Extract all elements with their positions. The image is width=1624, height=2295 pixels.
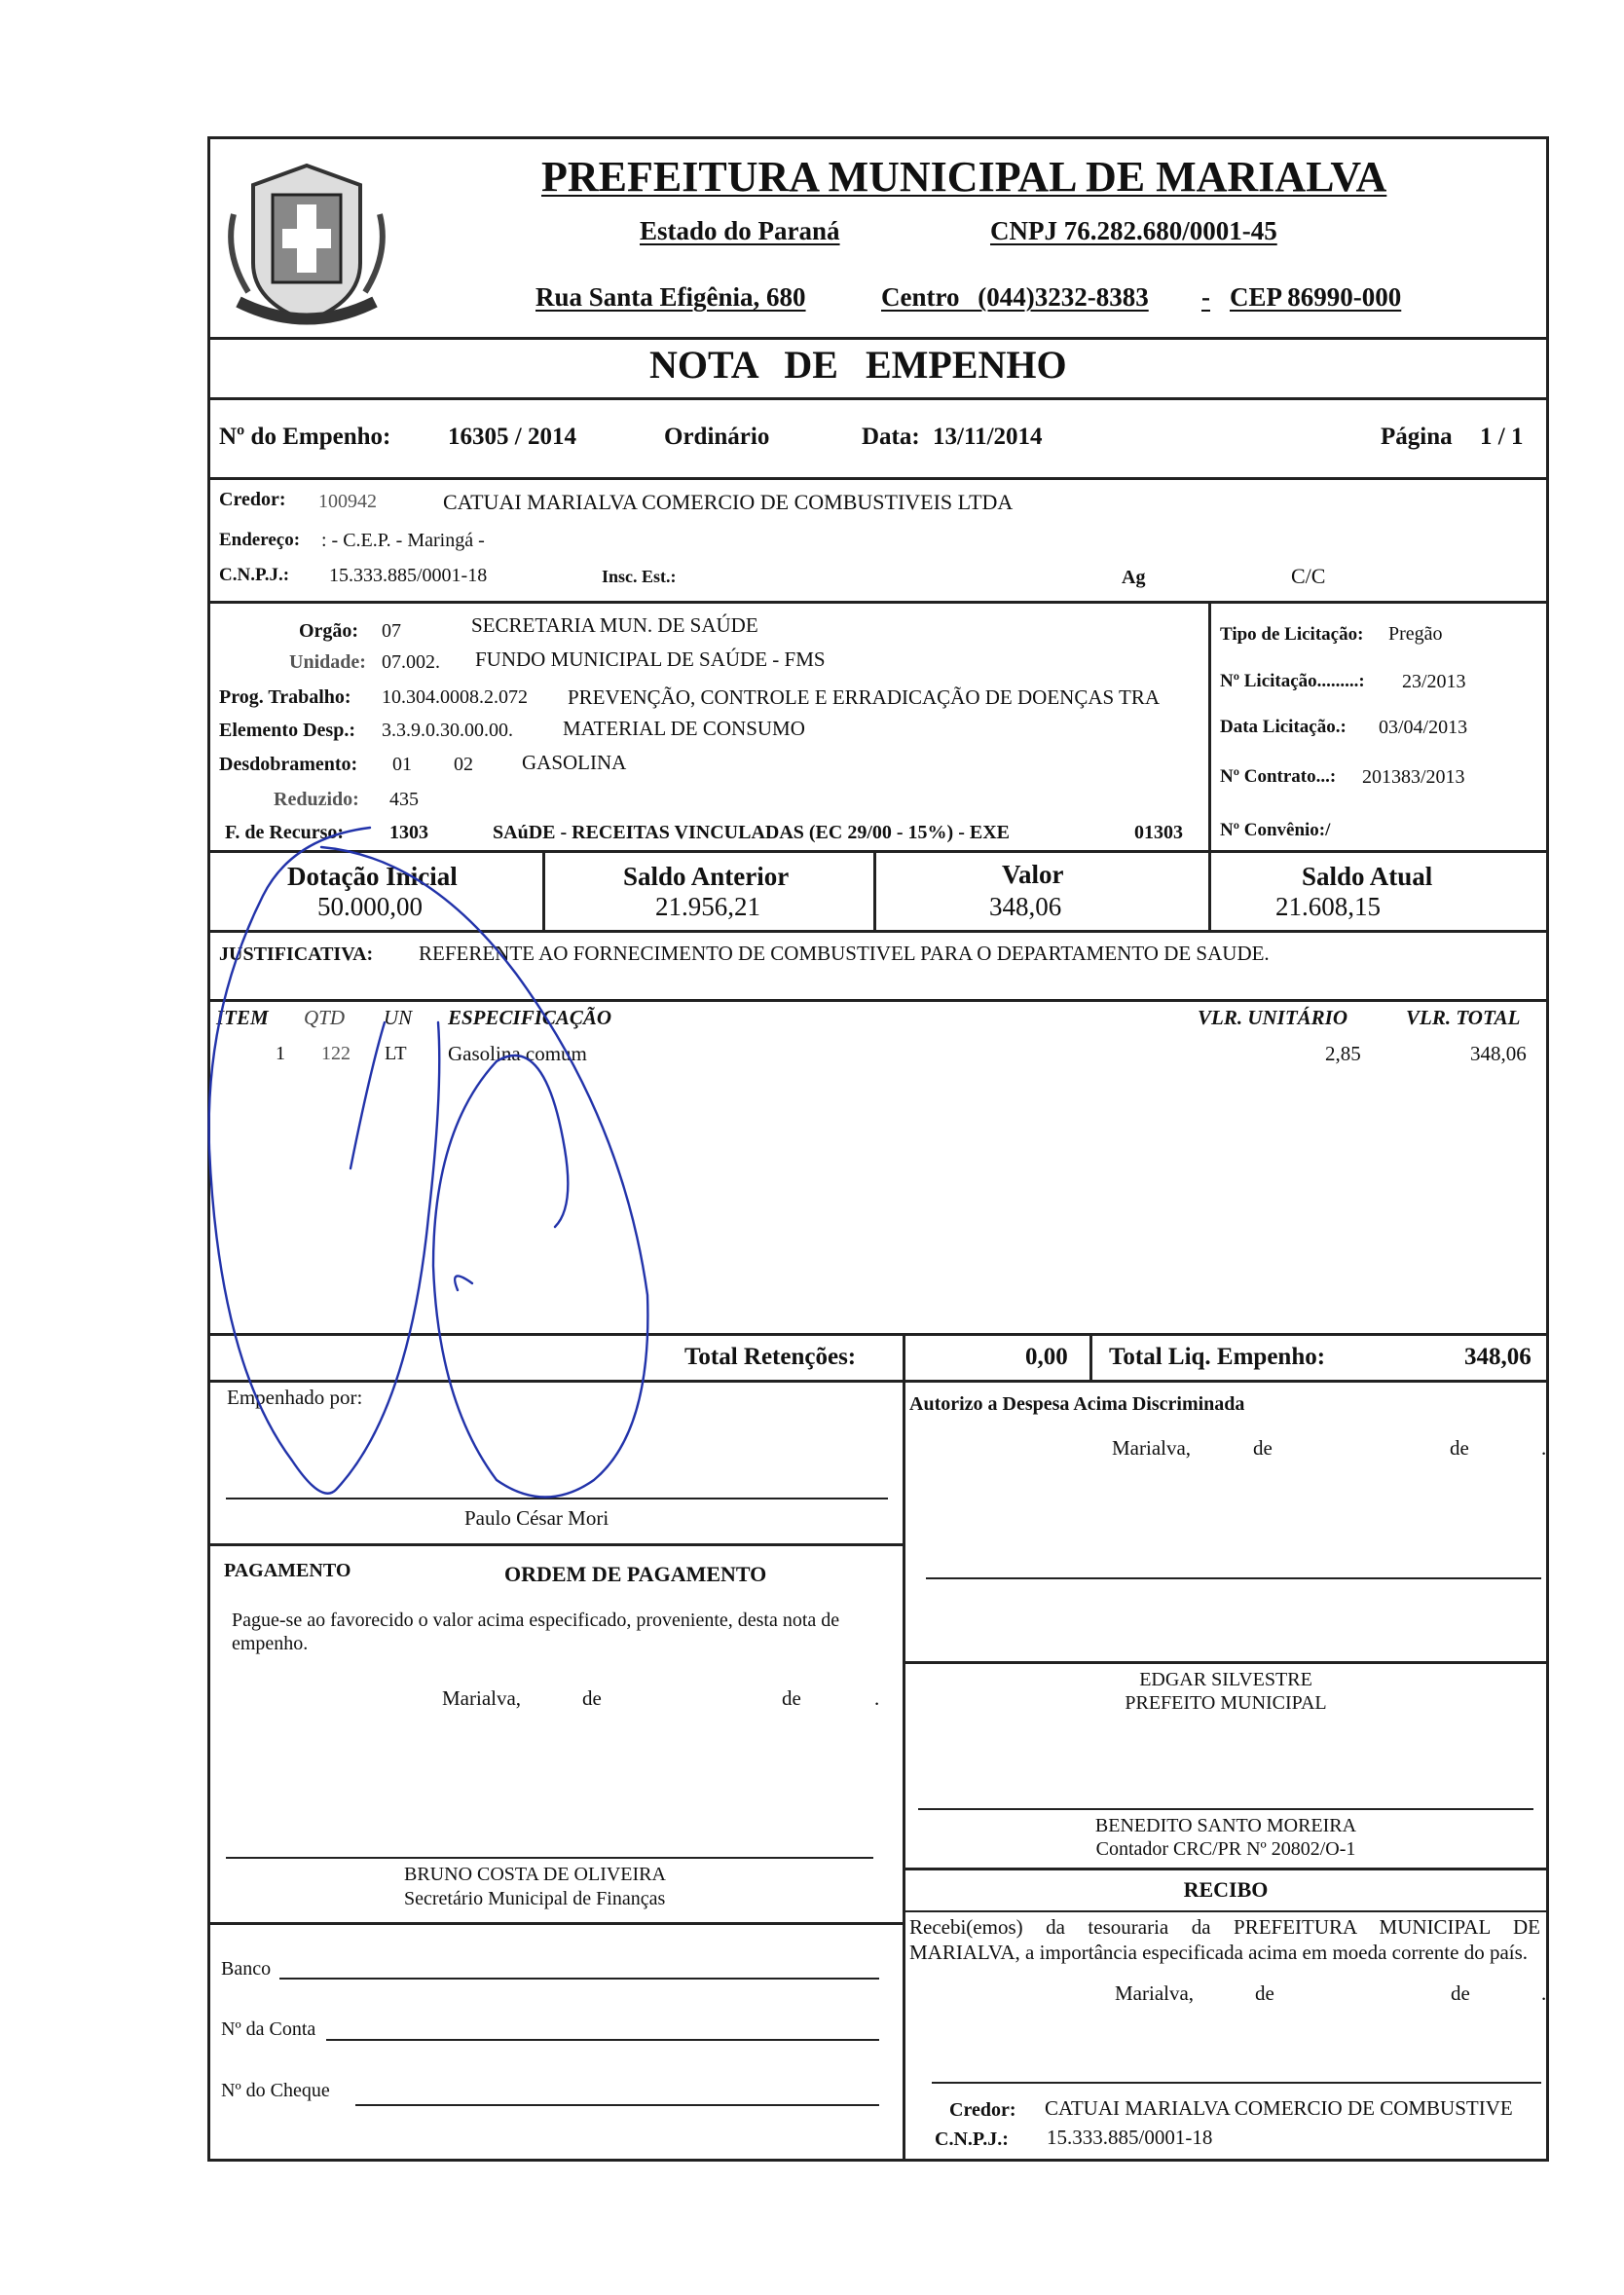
elemento-name: MATERIAL DE CONSUMO <box>563 717 805 740</box>
pagamento-de1: de <box>582 1686 602 1710</box>
pagamento-city: Marialva, <box>442 1686 522 1710</box>
prog-label: Prog. Trabalho: <box>219 686 351 708</box>
empenho-type: Ordinário <box>664 424 770 450</box>
credor-label: Credor: <box>219 489 286 510</box>
recibo-de1: de <box>1255 1981 1274 2005</box>
contador-name: BENEDITO SANTO MOREIRA <box>1094 1815 1357 1836</box>
divider <box>207 1380 1549 1383</box>
header-district-phone: Centro (044)3232-8383 <box>881 282 1149 312</box>
header-title: PREFEITURA MUNICIPAL DE MARIALVA <box>541 153 1387 201</box>
recibo-title: RECIBO <box>1183 1877 1269 1902</box>
pagamento-label: PAGAMENTO <box>224 1560 351 1581</box>
desdobramento-code: 01 <box>392 754 412 775</box>
autorizo-de2: de <box>1450 1436 1469 1460</box>
retencoes-value: 0,00 <box>1025 1344 1068 1370</box>
licitacao-data: 03/04/2013 <box>1379 717 1468 738</box>
banco-field[interactable] <box>279 1978 879 1980</box>
page-number: 1 / 1 <box>1480 424 1524 450</box>
divider <box>207 337 1549 340</box>
orgao-code: 07 <box>382 620 401 642</box>
desdobramento-name: GASOLINA <box>522 751 627 774</box>
divider <box>207 850 1549 853</box>
divider <box>903 1868 1549 1870</box>
document-title: NOTA DE EMPENHO <box>649 343 1067 387</box>
recibo-dot: . <box>1541 1981 1547 2005</box>
justificativa-label: JUSTIFICATIVA: <box>219 944 374 965</box>
saldo-atual-label: Saldo Atual <box>1302 862 1433 891</box>
conta-field[interactable] <box>326 2039 879 2041</box>
col-unit-header: VLR. UNITÁRIO <box>1198 1006 1348 1029</box>
pagamento-text: Pague-se ao favorecido o valor acima especificado, proveniente, desta nota de empenho. <box>232 1610 840 1654</box>
recurso-name: SAúDE - RECEITAS VINCULADAS (EC 29/00 - 15%) - EXE <box>493 822 1010 843</box>
empenhado-label: Empenhado por: <box>227 1386 363 1409</box>
contrato-label: Nº Contrato...: <box>1220 766 1337 787</box>
credor-name: CATUAI MARIALVA COMERCIO DE COMBUSTIVEIS LTDA <box>443 490 1014 514</box>
cnpj-label: C.N.P.J.: <box>219 565 290 585</box>
col-item-header: ITEM <box>216 1006 269 1029</box>
signature-line <box>926 1577 1541 1579</box>
autorizo-label: Autorizo a Despesa Acima Discriminada <box>909 1393 1245 1415</box>
signature-line <box>226 1857 873 1859</box>
header-address: Rua Santa Efigênia, 680 <box>535 282 806 312</box>
divider <box>903 1380 905 2162</box>
valor-label: Valor <box>1002 860 1064 889</box>
divider <box>1089 1333 1092 1382</box>
secretario-role: Secretário Municipal de Finanças <box>404 1888 666 1909</box>
recibo-text: Recebi(emos) da tesouraria da PREFEITURA MUNICIPAL DE MARIALVA, a importância especificada acima em moeda corrente do país. <box>909 1915 1540 1964</box>
divider <box>207 1922 903 1925</box>
page-label: Página <box>1381 424 1453 450</box>
empenho-number: 16305 / 2014 <box>448 424 576 450</box>
unidade-label: Unidade: <box>289 651 366 673</box>
row-unit: 2,85 <box>1325 1042 1361 1065</box>
justificativa-text: REFERENTE AO FORNECIMENTO DE COMBUSTIVEL PARA O DEPARTAMENTO DE SAUDE. <box>419 942 1270 965</box>
orgao-name: SECRETARIA MUN. DE SAÚDE <box>471 613 758 637</box>
empenho-date: 13/11/2014 <box>933 424 1043 450</box>
divider <box>207 999 1549 1002</box>
prog-name: PREVENÇÃO, CONTROLE E ERRADICAÇÃO DE DOENÇAS TRA <box>568 685 1161 709</box>
cheque-field[interactable] <box>355 2104 879 2106</box>
divider <box>903 1661 1549 1664</box>
autorizo-city: Marialva, <box>1112 1436 1192 1460</box>
recibo-cnpj: 15.333.885/0001-18 <box>1047 2126 1213 2149</box>
licitacao-data-label: Data Licitação.: <box>1220 717 1347 737</box>
divider <box>1208 850 1211 931</box>
col-total-header: VLR. TOTAL <box>1406 1006 1521 1029</box>
elemento-label: Elemento Desp.: <box>219 720 355 741</box>
col-un-header: UN <box>384 1006 413 1029</box>
header-cnpj: CNPJ 76.282.680/0001-45 <box>990 216 1277 245</box>
signature-line <box>918 1808 1533 1810</box>
liquido-label: Total Liq. Empenho: <box>1109 1344 1326 1370</box>
col-spec-header: ESPECIFICAÇÃO <box>448 1006 612 1029</box>
orgao-label: Orgão: <box>299 620 359 642</box>
divider <box>207 601 1549 604</box>
recurso-code: 1303 <box>389 822 428 843</box>
credor-code: 100942 <box>318 491 377 512</box>
convenio-label: Nº Convênio:/ <box>1220 820 1331 840</box>
row-total: 348,06 <box>1470 1042 1527 1065</box>
licitacao-tipo: Pregão <box>1388 623 1443 645</box>
ag-label: Ag <box>1122 567 1146 588</box>
signature-line <box>226 1498 888 1499</box>
divider <box>207 1543 903 1546</box>
banco-label: Banco <box>221 1958 272 1980</box>
dotacao-inicial-value: 50.000,00 <box>317 892 423 921</box>
divider <box>903 1333 905 1382</box>
recibo-credor-label: Credor: <box>949 2099 1016 2121</box>
signature-line <box>932 2082 1541 2084</box>
saldo-anterior-label: Saldo Anterior <box>623 862 790 891</box>
divider <box>542 850 545 931</box>
row-qtd: 122 <box>321 1043 351 1064</box>
liquido-value: 348,06 <box>1464 1344 1532 1370</box>
row-un: LT <box>385 1043 407 1064</box>
contrato-value: 201383/2013 <box>1362 766 1465 788</box>
divider <box>1208 601 1211 852</box>
conta-label: Nº da Conta <box>221 2018 316 2040</box>
autorizo-dot: . <box>1541 1436 1547 1460</box>
credor-address: : - C.E.P. - Maringá - <box>321 530 485 551</box>
dotacao-inicial-label: Dotação Inicial <box>287 862 458 891</box>
unidade-code: 07.002. <box>382 651 440 673</box>
header-cep: CEP 86990-000 <box>1230 282 1402 312</box>
reduzido-value: 435 <box>389 789 419 810</box>
desdobramento-label: Desdobramento: <box>219 754 358 775</box>
unidade-name: FUNDO MUNICIPAL DE SAÚDE - FMS <box>475 648 826 671</box>
coat-of-arms-logo <box>214 156 399 331</box>
empenho-label: Nº do Empenho: <box>219 424 391 450</box>
recibo-credor-name: CATUAI MARIALVA COMERCIO DE COMBUSTIVE <box>1045 2098 1513 2119</box>
saldo-anterior-value: 21.956,21 <box>655 892 760 921</box>
recibo-de2: de <box>1451 1981 1470 2005</box>
retencoes-label: Total Retenções: <box>684 1344 857 1370</box>
prefeito-name: EDGAR SILVESTRE <box>1139 1669 1312 1690</box>
address-label: Endereço: <box>219 530 301 550</box>
credor-cnpj: 15.333.885/0001-18 <box>329 565 488 586</box>
empenho-date-label: Data: <box>862 424 920 450</box>
pagamento-dot: . <box>874 1686 880 1710</box>
recurso-code2: 01303 <box>1134 822 1183 843</box>
licitacao-tipo-label: Tipo de Licitação: <box>1220 624 1364 645</box>
desdobramento-sub: 02 <box>454 754 473 775</box>
row-spec: Gasolina comum <box>448 1042 587 1065</box>
empenhado-name: Paulo César Mori <box>464 1506 609 1530</box>
recibo-cnpj-label: C.N.P.J.: <box>935 2128 1009 2150</box>
saldo-atual-value: 21.608,15 <box>1275 892 1381 921</box>
elemento-code: 3.3.9.0.30.00.00. <box>382 720 513 741</box>
pagamento-de2: de <box>782 1686 801 1710</box>
divider <box>873 850 876 931</box>
prog-code: 10.304.0008.2.072 <box>382 686 528 708</box>
divider <box>207 930 1549 933</box>
divider <box>207 397 1549 400</box>
divider <box>903 1910 1549 1912</box>
autorizo-de1: de <box>1253 1436 1273 1460</box>
cheque-label: Nº do Cheque <box>221 2080 330 2101</box>
cc-label: C/C <box>1291 564 1326 588</box>
divider <box>207 1333 1549 1336</box>
recibo-city: Marialva, <box>1115 1981 1195 2005</box>
licitacao-numero-label: Nº Licitação.........: <box>1220 671 1365 691</box>
valor-value: 348,06 <box>989 892 1062 921</box>
recurso-label: F. de Recurso: <box>225 822 345 843</box>
header-state: Estado do Paraná <box>640 216 840 245</box>
insc-est-label: Insc. Est.: <box>602 567 677 586</box>
prefeito-role: PREFEITO MUNICIPAL <box>1125 1692 1327 1714</box>
licitacao-numero: 23/2013 <box>1402 671 1466 692</box>
divider <box>207 477 1549 480</box>
header-cep-separator: - <box>1201 282 1210 312</box>
ordem-pagamento-title: ORDEM DE PAGAMENTO <box>504 1562 767 1586</box>
contador-role: Contador CRC/PR Nº 20802/O-1 <box>1095 1838 1356 1860</box>
col-qtd-header: QTD <box>304 1006 346 1029</box>
reduzido-label: Reduzido: <box>274 789 359 810</box>
secretario-name: BRUNO COSTA DE OLIVEIRA <box>404 1864 666 1885</box>
row-item: 1 <box>276 1043 285 1064</box>
